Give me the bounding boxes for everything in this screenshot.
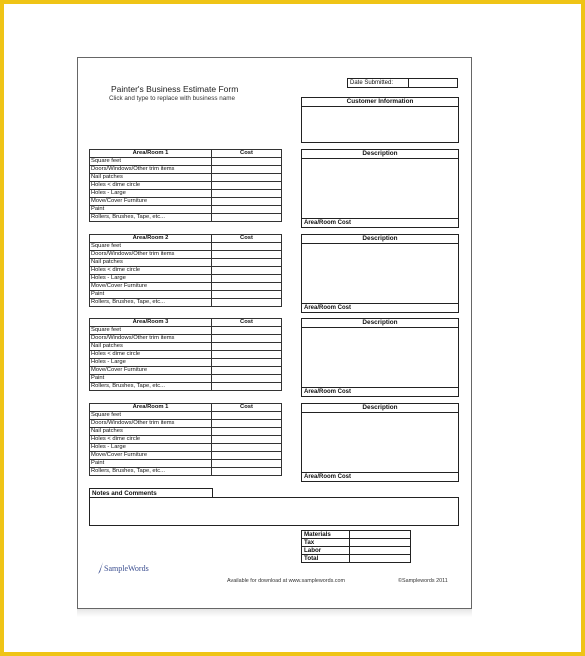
item-label: Nail patches (90, 343, 212, 351)
item-label: Move/Cover Furniture (90, 283, 212, 291)
area-header: Area/Room 3 (90, 319, 212, 327)
cost-cell[interactable] (212, 251, 282, 259)
cost-cell[interactable] (212, 444, 282, 452)
item-label: Rollers, Brushes, Tape, etc... (90, 383, 212, 391)
description-header: Description (302, 319, 458, 328)
item-label: Doors/Windows/Other trim items (90, 335, 212, 343)
cost-header: Cost (212, 319, 282, 327)
cost-cell[interactable] (212, 327, 282, 335)
item-label: Square feet (90, 412, 212, 420)
cost-cell[interactable] (212, 275, 282, 283)
description-header: Description (302, 404, 458, 413)
item-label: Nail patches (90, 428, 212, 436)
samplewords-logo: SampleWords (104, 564, 149, 573)
item-label: Holes < dime circle (90, 267, 212, 275)
item-label: Holes - Large (90, 444, 212, 452)
area-header: Area/Room 1 (90, 150, 212, 158)
room-cost-label: Area/Room Cost (304, 474, 352, 480)
item-label: Square feet (90, 243, 212, 251)
item-label: Move/Cover Furniture (90, 198, 212, 206)
cost-cell[interactable] (212, 335, 282, 343)
area-table-3 (89, 318, 282, 391)
copyright-text: ©Samplewords 2011 (398, 578, 448, 584)
item-label: Holes < dime circle (90, 351, 212, 359)
item-label: Doors/Windows/Other trim items (90, 251, 212, 259)
cost-cell[interactable] (212, 343, 282, 351)
cost-cell[interactable] (212, 375, 282, 383)
area-header: Area/Room 2 (90, 235, 212, 243)
cost-cell[interactable] (212, 351, 282, 359)
room-cost-label: Area/Room Cost (304, 389, 352, 395)
totals-value[interactable] (350, 555, 411, 563)
item-label: Move/Cover Furniture (90, 452, 212, 460)
item-label: Paint (90, 291, 212, 299)
cost-cell[interactable] (212, 267, 282, 275)
description-header: Description (302, 235, 458, 244)
item-label: Holes < dime circle (90, 436, 212, 444)
cost-header: Cost (212, 235, 282, 243)
customer-information-header: Customer Information (302, 98, 458, 107)
totals-value[interactable] (350, 531, 411, 539)
notes-label: Notes and Comments (89, 488, 213, 498)
cost-cell[interactable] (212, 428, 282, 436)
item-label: Rollers, Brushes, Tape, etc... (90, 214, 212, 222)
room-cost-row (302, 472, 458, 481)
cost-cell[interactable] (212, 420, 282, 428)
item-label: Holes - Large (90, 190, 212, 198)
area-table-1 (89, 149, 282, 222)
item-label: Paint (90, 460, 212, 468)
cost-cell[interactable] (212, 412, 282, 420)
description-box-3[interactable] (301, 318, 459, 397)
cost-cell[interactable] (212, 158, 282, 166)
item-label: Rollers, Brushes, Tape, etc... (90, 468, 212, 476)
available-text: Available for download at www.samplewords.com (227, 578, 345, 584)
cost-cell[interactable] (212, 367, 282, 375)
description-box-4[interactable] (301, 403, 459, 482)
cost-cell[interactable] (212, 291, 282, 299)
cost-cell[interactable] (212, 214, 282, 222)
item-label: Rollers, Brushes, Tape, etc... (90, 299, 212, 307)
cost-cell[interactable] (212, 460, 282, 468)
area-header: Area/Room 1 (90, 404, 212, 412)
item-label: Holes < dime circle (90, 182, 212, 190)
cost-cell[interactable] (212, 283, 282, 291)
date-label: Date Submitted: (350, 80, 394, 86)
item-label: Doors/Windows/Other trim items (90, 166, 212, 174)
cost-cell[interactable] (212, 383, 282, 391)
totals-label: Total (302, 555, 350, 563)
cost-cell[interactable] (212, 174, 282, 182)
totals-label: Tax (302, 539, 350, 547)
item-label: Doors/Windows/Other trim items (90, 420, 212, 428)
date-submitted-box (347, 78, 458, 88)
room-cost-label: Area/Room Cost (304, 220, 352, 226)
cost-cell[interactable] (212, 468, 282, 476)
area-table-4 (89, 403, 282, 476)
cost-cell[interactable] (212, 182, 282, 190)
cost-cell[interactable] (212, 436, 282, 444)
cost-cell[interactable] (212, 452, 282, 460)
totals-value[interactable] (350, 547, 411, 555)
description-box-2[interactable] (301, 234, 459, 313)
form-title: Painter's Business Estimate Form (111, 84, 239, 94)
item-label: Holes - Large (90, 275, 212, 283)
cost-cell[interactable] (212, 259, 282, 267)
item-label: Square feet (90, 327, 212, 335)
page-shadow (77, 609, 472, 617)
room-cost-row (302, 218, 458, 227)
item-label: Nail patches (90, 259, 212, 267)
room-cost-row (302, 387, 458, 396)
cost-cell[interactable] (212, 359, 282, 367)
cost-header: Cost (212, 150, 282, 158)
cost-cell[interactable] (212, 299, 282, 307)
item-label: Nail patches (90, 174, 212, 182)
cost-cell[interactable] (212, 190, 282, 198)
description-box-1[interactable] (301, 149, 459, 228)
room-cost-row (302, 303, 458, 312)
totals-value[interactable] (350, 539, 411, 547)
cost-cell[interactable] (212, 243, 282, 251)
item-label: Holes - Large (90, 359, 212, 367)
customer-information-box[interactable] (301, 97, 459, 143)
item-label: Move/Cover Furniture (90, 367, 212, 375)
totals-label: Materials (302, 531, 350, 539)
area-table-2 (89, 234, 282, 307)
cost-cell[interactable] (212, 206, 282, 214)
room-cost-label: Area/Room Cost (304, 305, 352, 311)
business-name-field[interactable]: Click and type to replace with business name (109, 95, 236, 102)
cost-header: Cost (212, 404, 282, 412)
cost-cell[interactable] (212, 198, 282, 206)
item-label: Paint (90, 206, 212, 214)
description-header: Description (302, 150, 458, 159)
totals-table (301, 530, 411, 563)
item-label: Paint (90, 375, 212, 383)
notes-box[interactable] (89, 497, 459, 526)
totals-label: Labor (302, 547, 350, 555)
cost-cell[interactable] (212, 166, 282, 174)
item-label: Square feet (90, 158, 212, 166)
